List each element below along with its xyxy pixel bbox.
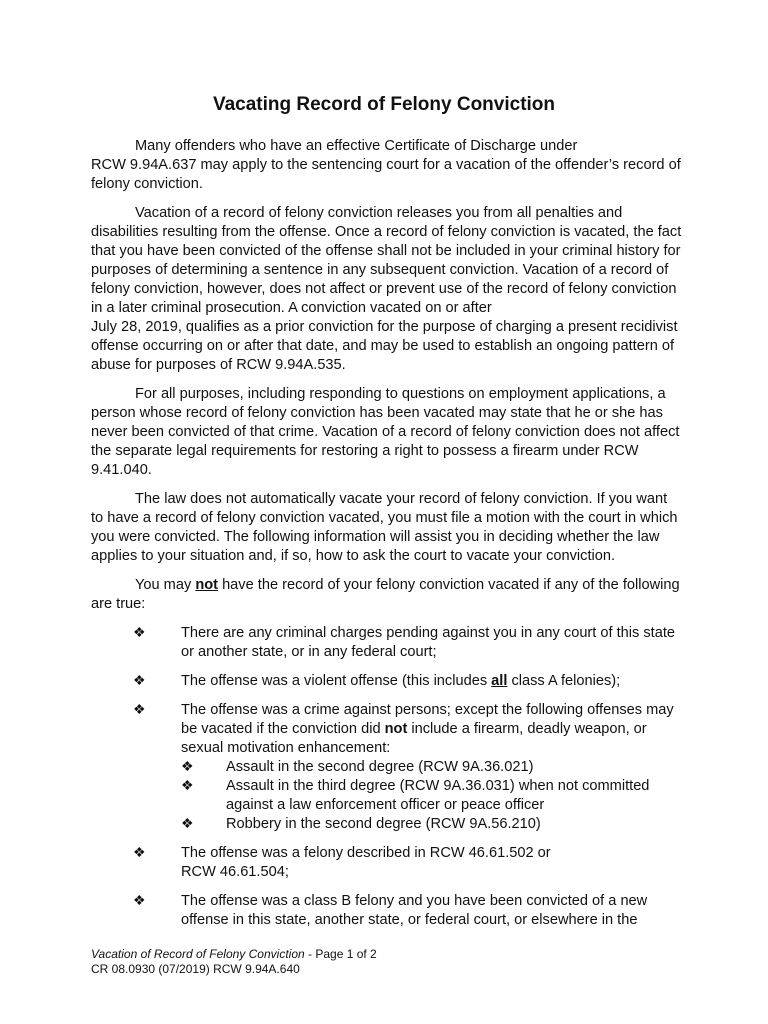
exception-item-text: Assault in the third degree (RCW 9A.36.031) when not committed against a law enforcement officer or peace officer [226,778,650,813]
condition-item-2-emphasis: all [491,673,508,689]
paragraph-1-line-2: RCW 9.94A.637 may apply to the sentencing court for a vacation of the offender’s record of felony conviction. [91,157,681,192]
condition-item-3-pre: The offense was a crime against persons; except the following offenses may be vacated if the conviction did [181,702,674,737]
condition-item-3 [91,701,683,834]
condition-item-4-line-2: RCW 46.61.504; [181,864,289,880]
condition-item-2-post: class A felonies); [507,673,621,689]
footer-page-number: - Page 1 of 2 [304,947,377,961]
exception-item-text: Robbery in the second degree (RCW 9A.56.210) [226,816,541,832]
condition-item-1 [91,624,683,662]
condition-item-1-text: There are any criminal charges pending against you in any court of this state or another state, or in any federal court; [181,625,676,660]
condition-item-5 [91,892,683,930]
paragraph-4-text: The law does not automatically vacate your record of felony conviction. If you want to have a record of felony conviction vacated, you must file a motion with the court in which you were convicted. The following information will assist you in deciding whether the law applies to your situation and, if so, how to ask the court to vacate your conviction. [91,491,678,564]
diamond-bullet-icon: ❖ [133,892,146,908]
diamond-bullet-icon: ❖ [181,815,194,831]
paragraph-2-part-1: Vacation of a record of felony conviction releases you from all penalties and disabilities resulting from the offense. Once a record of felony conviction is vacated, the fact that you have been convicted of the offense shall not be included in your criminal history for purposes of determining a sentence in any subsequent conviction. Vacation of a record of felony conviction, however, does not affect or prevent use of the record of felony conviction in a later criminal prosecution. A conviction vacated on or after [91,205,682,316]
condition-item-3-post: include a firearm, deadly weapon, or sexual motivation enhancement: [181,721,647,756]
exception-list [181,758,683,834]
condition-item-5-text: The offense was a class B felony and you have been convicted of a new offense in this state, another state, or federal court, or elsewhere in the [181,893,648,928]
exception-item [181,758,683,777]
footer-form-number: CR 08.0930 (07/2019) RCW 9.94A.640 [91,962,300,976]
paragraph-1-line-1: Many offenders who have an effective Certificate of Discharge under [135,138,578,154]
diamond-bullet-icon: ❖ [133,844,146,860]
diamond-bullet-icon: ❖ [181,758,194,774]
condition-item-4-line-1: The offense was a felony described in RCW 46.61.502 or [181,845,551,861]
paragraph-5-post: have the record of your felony conviction vacated if any of the following are true: [91,577,680,612]
document-title: Vacating Record of Felony Conviction [212,94,556,115]
exception-item [181,815,683,834]
paragraph-3 [91,385,683,480]
paragraph-1 [91,137,683,194]
footer-line-1 [91,947,377,962]
diamond-bullet-icon: ❖ [133,624,146,640]
diamond-bullet-icon: ❖ [133,701,146,717]
condition-item-2-pre: The offense was a violent offense (this includes [181,673,492,689]
document-body [91,137,683,940]
condition-item-3-emphasis: not [384,721,408,737]
exception-item [181,777,683,815]
footer-document-title: Vacation of Record of Felony Conviction [91,947,305,961]
paragraph-4 [91,490,683,566]
paragraph-5-pre: You may [135,577,196,593]
condition-item-2 [91,672,683,691]
page-footer [91,947,377,977]
exception-item-text: Assault in the second degree (RCW 9A.36.021) [226,759,534,775]
paragraph-5 [91,576,683,614]
diamond-bullet-icon: ❖ [181,777,194,793]
diamond-bullet-icon: ❖ [133,672,146,688]
paragraph-2-part-2: July 28, 2019, qualifies as a prior conviction for the purpose of charging a present recidivist offense occurring on or after that date, and may be used to establish an ongoing pattern of abuse for purposes of RCW 9.94A.535. [91,319,678,373]
conditions-list [91,624,683,930]
condition-item-4 [91,844,683,882]
paragraph-3-text: For all purposes, including responding to questions on employment applications, a person whose record of felony conviction has been vacated may state that he or she has never been convicted of that crime. Vacation of a record of felony conviction does not affect the separate legal requirements for restoring a right to possess a firearm under RCW 9.41.040. [91,386,680,478]
paragraph-2 [91,204,683,375]
paragraph-5-emphasis: not [195,577,219,593]
